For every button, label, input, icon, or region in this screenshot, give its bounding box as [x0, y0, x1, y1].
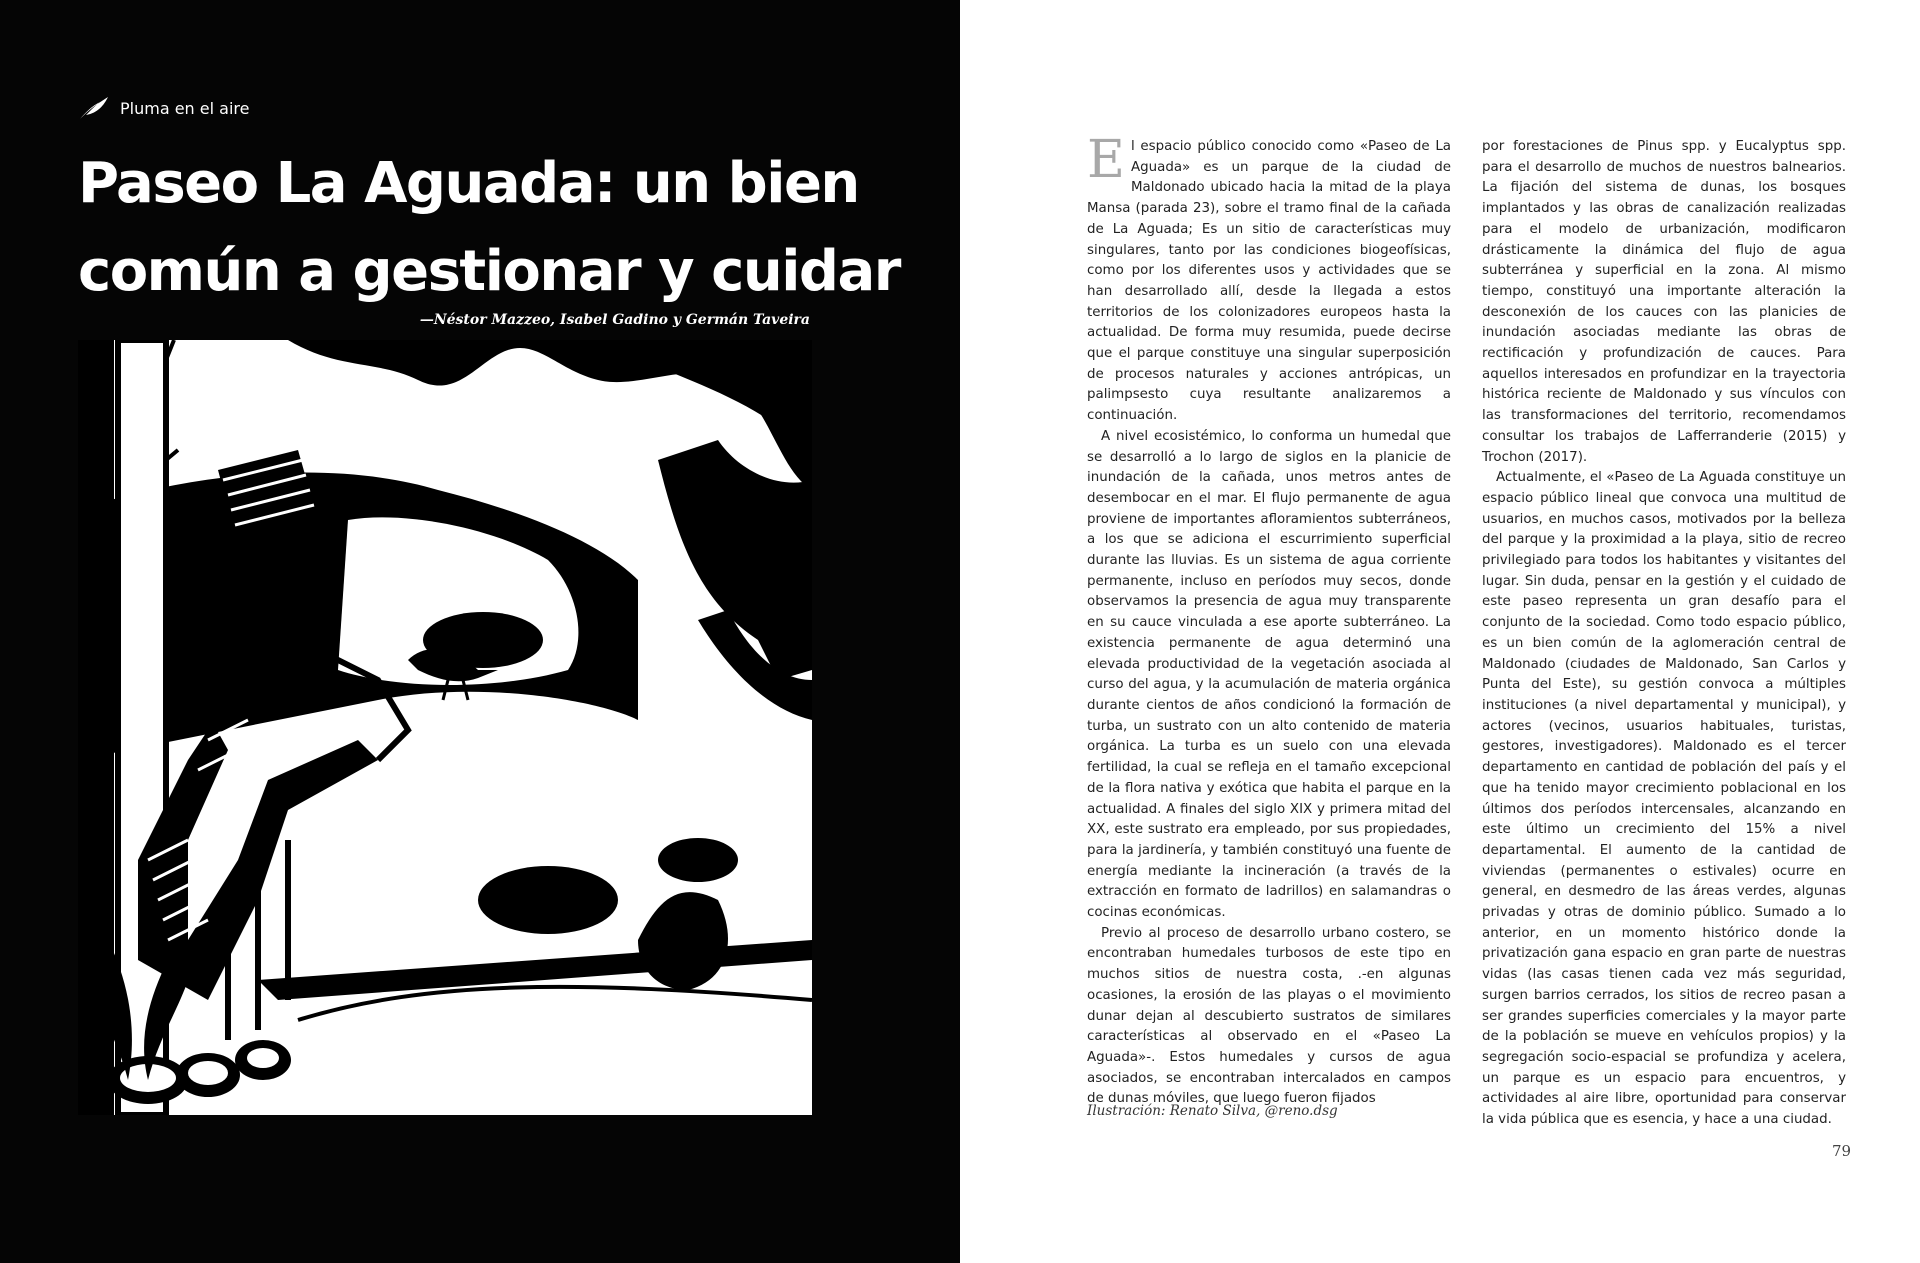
drop-cap: E	[1087, 130, 1125, 190]
paragraph: por forestaciones de Pinus spp. y Eucalyptus spp. para el desarrollo de muchos de nuestros balnearios. La fijación del sistema de dunas, los bosques implantados y las obras de canalización realizadas para el modelo de urbanización, modificaron drásticamente la dinámica del flujo de agua subterránea y superficial en la zona. Al mismo tiempo, constituyó una importante alteración la desconexión de los cauces con las planicies de inundación asociadas mediante las obras de rectificación y profundización de cauces. Para aquellos interesados en profundizar en la trayectoria histórica reciente de Maldonado y sus vínculos con las transformaciones del territorio, recomendamos consultar los trabajos de Lafferranderie (2015) y Trochon (2017).	[1482, 139, 1846, 465]
page-number: 79	[1832, 1142, 1852, 1160]
paragraph: El espacio público conocido como «Paseo de La Aguada» es un parque de la ciudad de Maldonado ubicado hacia la mitad de la playa Mansa (parada 23), sobre el tramo final de la cañada de La Aguada; Es un sitio de características muy singulares, tanto por las condiciones biogeofísicas, como por los diferentes usos y actividades que se han desarrollado allí, desde la llegada a estos territorios de los colonizadores europeos hasta la actualidad. De forma muy resumida, puede decirse que el parque constituye una singular superposición de procesos naturales y acciones antrópicas, un palimpsesto cuya resultante analizaremos a continuación.	[1087, 130, 1451, 424]
text-column-1	[1087, 130, 1451, 1110]
paragraph: Previo al proceso de desarrollo urbano costero, se encontraban humedales turbosos de este tipo en muchos sitios de nuestra costa, .-en algunas ocasiones, la erosión de las playas o el movimiento dunar dejan al descubierto sustratos de similares características al observado en el «Paseo La Aguada»-. Estos humedales y cursos de agua asociados, se encontraban intercalados en campos de dunas móviles, que luego fueron fijados	[1087, 925, 1451, 1107]
title-line-1: Paseo La Aguada: un bien	[78, 151, 859, 216]
park-illustration	[78, 340, 812, 1115]
feather-icon	[78, 95, 110, 121]
article-title	[78, 140, 938, 316]
title-line-2: común a gestionar y cuidar	[78, 239, 900, 304]
paragraph: A nivel ecosistémico, lo conforma un humedal que se desarrolló a lo largo de siglos en la planicie de inundación de la cañada, unos metros antes de desembocar en el mar. El flujo permanente de agua proviene de importantes afloramientos subterráneos, a los que se adiciona el escurrimiento superficial durante las lluvias. Es un sistema de agua corriente permanente, incluso en períodos muy secos, donde observamos la presencia de agua muy transparente en su cauce vinculada a ese aporte subterráneo. La existencia permanente de agua determinó una elevada productividad de la vegetación asociada al curso del agua, y la acumulación de materia orgánica durante cientos de años condicionó la formación de turba, un sustrato con un alto contenido de materia orgánica. La turba es un suelo con una elevada fertilidad, la cual se refleja en el tamaño excepcional de la flora nativa y exótica que habita el parque en la actualidad. A finales del siglo XIX y primera mitad del XX, este sustrato era empleado, por sus propiedades, para la jardinería, y también constituyó una fuente de energía mediante la incineración (a través de la extracción en formato de ladrillos) en salamandras o cocinas económicas.	[1087, 428, 1451, 921]
text-column-2	[1482, 137, 1846, 1131]
right-page	[960, 0, 1920, 1263]
section-label: Pluma en el aire	[120, 98, 250, 118]
section-header	[78, 95, 249, 121]
paragraph: Actualmente, el «Paseo de La Aguada constituye un espacio público lineal que convoca una multitud de usuarios, en muchos casos, motivados por la belleza del parque y la proximidad a la playa, sitio de recreo privilegiado para todos los habitantes y visitantes del lugar. Sin duda, pensar en la gestión y el cuidado de este paseo representa un gran desafío para el conjunto de la sociedad. Como todo espacio público, es un bien común de la aglomeración central de Maldonado (ciudades de Maldonado, San Carlos y Punta del Este), su gestión convoca a múltiples instituciones (a nivel departamental y municipal), y actores (vecinos, usuarios habituales, turistas, gestores, investigadores). Maldonado es el tercer departamento en cantidad de población del país y el que ha tenido mayor crecimiento poblacional en los últimos dos períodos intercensales, alcanzando en este último un crecimiento del 15% a nivel departamental. El aumento de la cantidad de viviendas (permanentes o estivales) ocurre en general, en desmedro de las áreas verdes, algunas privadas y otras de dominio público. Sumado a lo anterior, en un momento histórico donde la privatización gana espacio en gran parte de nuestras vidas (las casas tienen cada vez más seguridad, surgen barrios cerrados, los sitios de recreo pasan a ser grandes superficies comerciales y la mayor parte de la población se mueve en vehículos propios) y la segregación socio-espacial se profundiza y acelera, un parque es un espacio para encuentros, y actividades al aire libre, oportunidad para conservar la vida pública que es esencia, y hace a una ciudad.	[1482, 470, 1846, 1128]
illustration-drawing	[78, 340, 812, 1115]
illustration-caption: Ilustración: Renato Silva, @reno.dsg	[1087, 1103, 1338, 1119]
byline: —Néstor Mazzeo, Isabel Gadino y Germán Taveira	[419, 312, 810, 328]
